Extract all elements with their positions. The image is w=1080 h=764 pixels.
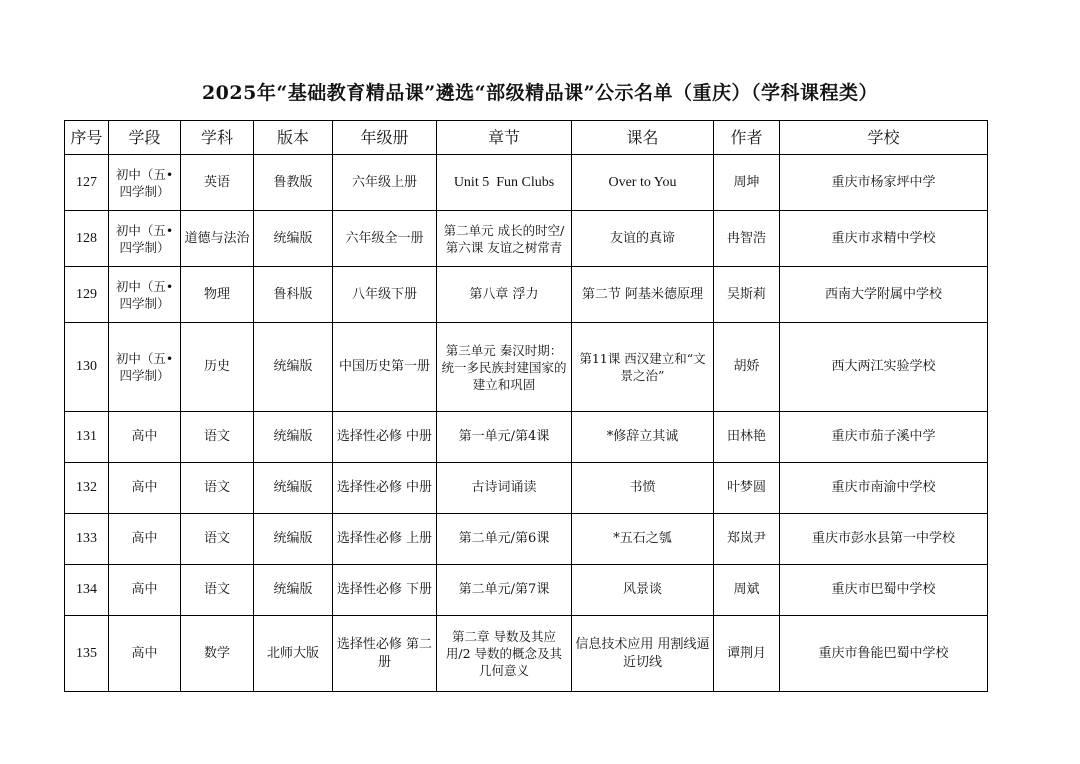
- cell-subject: 语文: [181, 412, 254, 463]
- table-row: [65, 412, 988, 463]
- cell-school: 西大两江实验学校: [780, 323, 988, 412]
- cell-lesson: 友谊的真谛: [572, 211, 714, 267]
- header-cell-edition: 版本: [254, 121, 333, 155]
- cell-edition: 鲁教版: [254, 155, 333, 211]
- table-row: [65, 463, 988, 514]
- cell-chapter: Unit 5 Fun Clubs: [437, 155, 572, 211]
- cell-lesson: *五石之瓠: [572, 514, 714, 565]
- cell-edition: 统编版: [254, 323, 333, 412]
- cell-volume: 六年级全一册: [333, 211, 437, 267]
- cell-author: 周坤: [714, 155, 780, 211]
- cell-chapter: 第一单元/第4课: [437, 412, 572, 463]
- cell-chapter: 第二单元 成长的时空/第六课 友谊之树常青: [437, 211, 572, 267]
- page-title: 2025年“基础教育精品课”遴选“部级精品课”公示名单（重庆）（学科课程类）: [201, 82, 879, 104]
- cell-stage: 初中（五•四学制）: [109, 211, 181, 267]
- table-row: [65, 155, 988, 211]
- cell-school: 重庆市茄子溪中学: [780, 412, 988, 463]
- cell-lesson: *修辞立其诚: [572, 412, 714, 463]
- cell-stage: 高中: [109, 514, 181, 565]
- table-row: [65, 267, 988, 323]
- cell-author: 叶梦圆: [714, 463, 780, 514]
- cell-lesson: 第11课 西汉建立和“文景之治”: [572, 323, 714, 412]
- cell-author: 冉智浩: [714, 211, 780, 267]
- cell-subject: 语文: [181, 463, 254, 514]
- cell-subject: 数学: [181, 616, 254, 692]
- header-row: [65, 121, 988, 155]
- cell-chapter: 第二单元/第7课: [437, 565, 572, 616]
- cell-edition: 鲁科版: [254, 267, 333, 323]
- cell-edition: 统编版: [254, 463, 333, 514]
- cell-stage: 高中: [109, 412, 181, 463]
- table-row: [65, 323, 988, 412]
- cell-volume: 选择性必修 下册: [333, 565, 437, 616]
- cell-school: 重庆市彭水县第一中学校: [780, 514, 988, 565]
- cell-subject: 道德与法治: [181, 211, 254, 267]
- cell-no: 132: [65, 463, 109, 514]
- cell-stage: 高中: [109, 616, 181, 692]
- header-cell-no: 序号: [65, 121, 109, 155]
- cell-lesson: 风景谈: [572, 565, 714, 616]
- cell-no: 128: [65, 211, 109, 267]
- cell-chapter: 第八章 浮力: [437, 267, 572, 323]
- cell-lesson: Over to You: [572, 155, 714, 211]
- cell-school: 重庆市鲁能巴蜀中学校: [780, 616, 988, 692]
- header-cell-school: 学校: [780, 121, 988, 155]
- cell-volume: 八年级下册: [333, 267, 437, 323]
- cell-stage: 初中（五•四学制）: [109, 267, 181, 323]
- cell-no: 127: [65, 155, 109, 211]
- cell-author: 周斌: [714, 565, 780, 616]
- table-row: [65, 565, 988, 616]
- cell-stage: 初中（五•四学制）: [109, 323, 181, 412]
- cell-stage: 初中（五•四学制）: [109, 155, 181, 211]
- header-cell-stage: 学段: [109, 121, 181, 155]
- cell-author: 郑岚尹: [714, 514, 780, 565]
- cell-school: 重庆市求精中学校: [780, 211, 988, 267]
- cell-lesson: 信息技术应用 用割线逼近切线: [572, 616, 714, 692]
- table-row: [65, 616, 988, 692]
- header-cell-subject: 学科: [181, 121, 254, 155]
- cell-edition: 统编版: [254, 211, 333, 267]
- cell-author: 胡娇: [714, 323, 780, 412]
- cell-edition: 北师大版: [254, 616, 333, 692]
- cell-school: 重庆市巴蜀中学校: [780, 565, 988, 616]
- cell-volume: 选择性必修 中册: [333, 412, 437, 463]
- cell-school: 重庆市杨家坪中学: [780, 155, 988, 211]
- header-cell-lesson: 课名: [572, 121, 714, 155]
- cell-chapter: 第三单元 秦汉时期：统一多民族封建国家的建立和巩固: [437, 323, 572, 412]
- cell-no: 131: [65, 412, 109, 463]
- cell-stage: 高中: [109, 463, 181, 514]
- cell-chapter: 第二单元/第6课: [437, 514, 572, 565]
- cell-volume: 中国历史第一册: [333, 323, 437, 412]
- cell-volume: 选择性必修 第二册: [333, 616, 437, 692]
- course-table: [64, 120, 988, 692]
- cell-no: 134: [65, 565, 109, 616]
- cell-author: 吴斯莉: [714, 267, 780, 323]
- table-row: [65, 514, 988, 565]
- cell-chapter: 古诗词诵读: [437, 463, 572, 514]
- cell-subject: 语文: [181, 565, 254, 616]
- cell-subject: 英语: [181, 155, 254, 211]
- cell-no: 129: [65, 267, 109, 323]
- cell-no: 135: [65, 616, 109, 692]
- cell-edition: 统编版: [254, 514, 333, 565]
- cell-subject: 语文: [181, 514, 254, 565]
- header-cell-author: 作者: [714, 121, 780, 155]
- cell-edition: 统编版: [254, 412, 333, 463]
- cell-lesson: 第二节 阿基米德原理: [572, 267, 714, 323]
- cell-school: 重庆市南渝中学校: [780, 463, 988, 514]
- table-row: [65, 211, 988, 267]
- cell-volume: 选择性必修 中册: [333, 463, 437, 514]
- cell-school: 西南大学附属中学校: [780, 267, 988, 323]
- cell-stage: 高中: [109, 565, 181, 616]
- cell-subject: 物理: [181, 267, 254, 323]
- cell-edition: 统编版: [254, 565, 333, 616]
- cell-volume: 选择性必修 上册: [333, 514, 437, 565]
- cell-author: 谭荆月: [714, 616, 780, 692]
- cell-volume: 六年级上册: [333, 155, 437, 211]
- cell-lesson: 书愤: [572, 463, 714, 514]
- cell-author: 田林艳: [714, 412, 780, 463]
- cell-chapter: 第二章 导数及其应用/2 导数的概念及其几何意义: [437, 616, 572, 692]
- cell-no: 133: [65, 514, 109, 565]
- header-cell-chapter: 章节: [437, 121, 572, 155]
- header-cell-volume: 年级册: [333, 121, 437, 155]
- cell-no: 130: [65, 323, 109, 412]
- cell-subject: 历史: [181, 323, 254, 412]
